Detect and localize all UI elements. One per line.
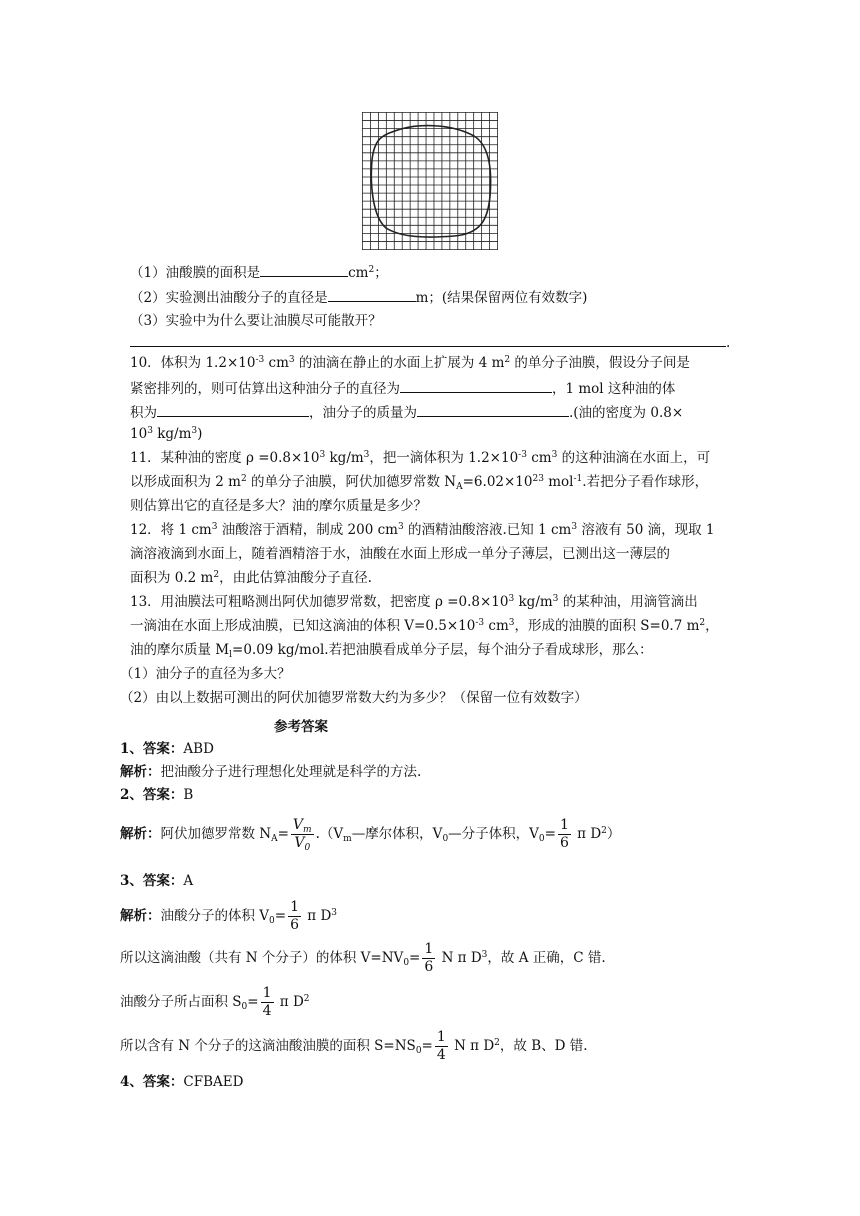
answer-4: 4、答案：CFBAED bbox=[120, 1074, 244, 1090]
q13-line1: 13．用油膜法可粗略测出阿伏加德罗常数，把密度 $\rho =0.8\times 10^3$ $kg/m^3$ 的某种油，用滴管滴出 bbox=[130, 594, 698, 610]
q9-sub2: （2）实验测出油酸分子的直径是 m；(结果保留两位有效数字) bbox=[130, 287, 587, 307]
q9-sub3: （3）实验中为什么要让油膜尽可能散开？ bbox=[130, 313, 382, 329]
avogadro-fraction: $\frac{V_m}{V_0}$ bbox=[292, 817, 312, 853]
q11-line3: 则估算出它的直径是多大？油的摩尔质量是多少？ bbox=[130, 498, 427, 514]
q10-line2: 紧密排列的，则可估算出这种油分子的直径为 ，1 mol 这种油的体 bbox=[130, 378, 675, 398]
q11-line1: 11．某种油的密度 $\rho =0.8\times 10^3$ $kg/m^3$，把一滴体积为 $1.2\times 10^{-3}$ $cm^3$ 的这种油滴在水面上，可 bbox=[130, 450, 711, 466]
answers-title: 参考答案 bbox=[274, 719, 328, 735]
q13-line3: 油的摩尔质量 $M_l=0.09$ kg/mol.若把油膜看成单分子层，每个油分子看成球形，那么： bbox=[130, 642, 653, 660]
q12-line3: 面积为 0.2 $m^2$，由此估算油酸分子直径. bbox=[130, 570, 372, 586]
q10-line3: 积为 ，油分子的质量为 .(油的密度为 0.8× bbox=[130, 402, 683, 422]
oil-film-grid-figure bbox=[362, 112, 498, 250]
q13-sub1: （1）油分子的直径为多大？ bbox=[120, 666, 291, 682]
q9-sub1: （1）油酸膜的面积是 $cm^2$； bbox=[130, 262, 388, 282]
one-sixth-fraction: $\frac{1}{6}$ bbox=[290, 899, 300, 933]
q9-sub3-answer-line: . bbox=[130, 332, 730, 352]
q13-sub2: （2）由以上数据可测出的阿伏加德罗常数大约为多少？（保留一位有效数字） bbox=[120, 690, 588, 706]
q10-line4: $10^3$ $kg/m^3$) bbox=[130, 426, 203, 442]
one-quarter-fraction: $\frac{1}{4}$ bbox=[262, 985, 272, 1019]
answer-2: 2、答案：B bbox=[120, 787, 194, 803]
one-sixth-fraction: $\frac{1}{6}$ bbox=[559, 817, 569, 851]
answer-3-exp-line2: 所以这滴油酸（共有 N 个分子）的体积 $V=NV_0=$ $\frac{1}{6}$ N π $D^3$，故 A 正确，C 错. bbox=[120, 941, 606, 975]
q10-line1: 10．体积为 $1.2\times 10^{-3}$ $cm^3$ 的油滴在静止的水面上扩展为 4 $m^2$ 的单分子油膜，假设分子间是 bbox=[130, 355, 690, 371]
one-sixth-fraction: $\frac{1}{6}$ bbox=[424, 941, 434, 975]
answer-3-exp-line3: 油酸分子所占面积 $S_0=$ $\frac{1}{4}$ π $D^2$ bbox=[120, 985, 310, 1019]
answer-2-explanation: 解析：阿伏加德罗常数 $N_A=$ $\frac{V_m}{V_0}$ $.(V_m—$摩尔体积，$V_0—$分子体积，$V_0=$ $\frac{1}{6}$ π $D^2$） bbox=[120, 817, 621, 853]
answer-1-explanation: 解析：把油酸分子进行理想化处理就是科学的方法. bbox=[120, 764, 422, 780]
answer-3: 3、答案：A bbox=[120, 873, 194, 889]
answer-1: 1、答案：ABD bbox=[120, 741, 214, 757]
q13-line2: 一滴油在水面上形成油膜，已知这滴油的体积 $V=0.5\times 10^{-3}$ $cm^3$，形成的油膜的面积 S=0.7 $m^2$， bbox=[130, 618, 719, 634]
answer-3-exp-line4: 所以含有 N 个分子的这滴油酸油膜的面积 $S=NS_0=$ $\frac{1}{4}$ N π $D^2$，故 B、D 错. bbox=[120, 1029, 588, 1063]
oil-film-outline bbox=[371, 126, 490, 237]
q11-line2: 以形成面积为 2 $m^2$ 的单分子油膜，阿伏加德罗常数 $N_A=6.02\times 10^{23}$ mol$^{-1}$.若把分子看作球形， bbox=[130, 474, 709, 492]
answer-3-exp-line1: 解析：油酸分子的体积 $V_0=$ $\frac{1}{6}$ π $D^3$ bbox=[120, 899, 338, 933]
one-quarter-fraction: $\frac{1}{4}$ bbox=[436, 1029, 446, 1063]
q12-line1: 12．将 1 $cm^3$ 油酸溶于酒精，制成 200 $cm^3$ 的酒精油酸溶液.已知 1 $cm^3$ 溶液有 50 滴，现取 1 bbox=[130, 522, 715, 538]
q12-line2: 滴溶液滴到水面上，随着酒精溶于水，油酸在水面上形成一单分子薄层，已测出这一薄层的 bbox=[130, 546, 670, 562]
